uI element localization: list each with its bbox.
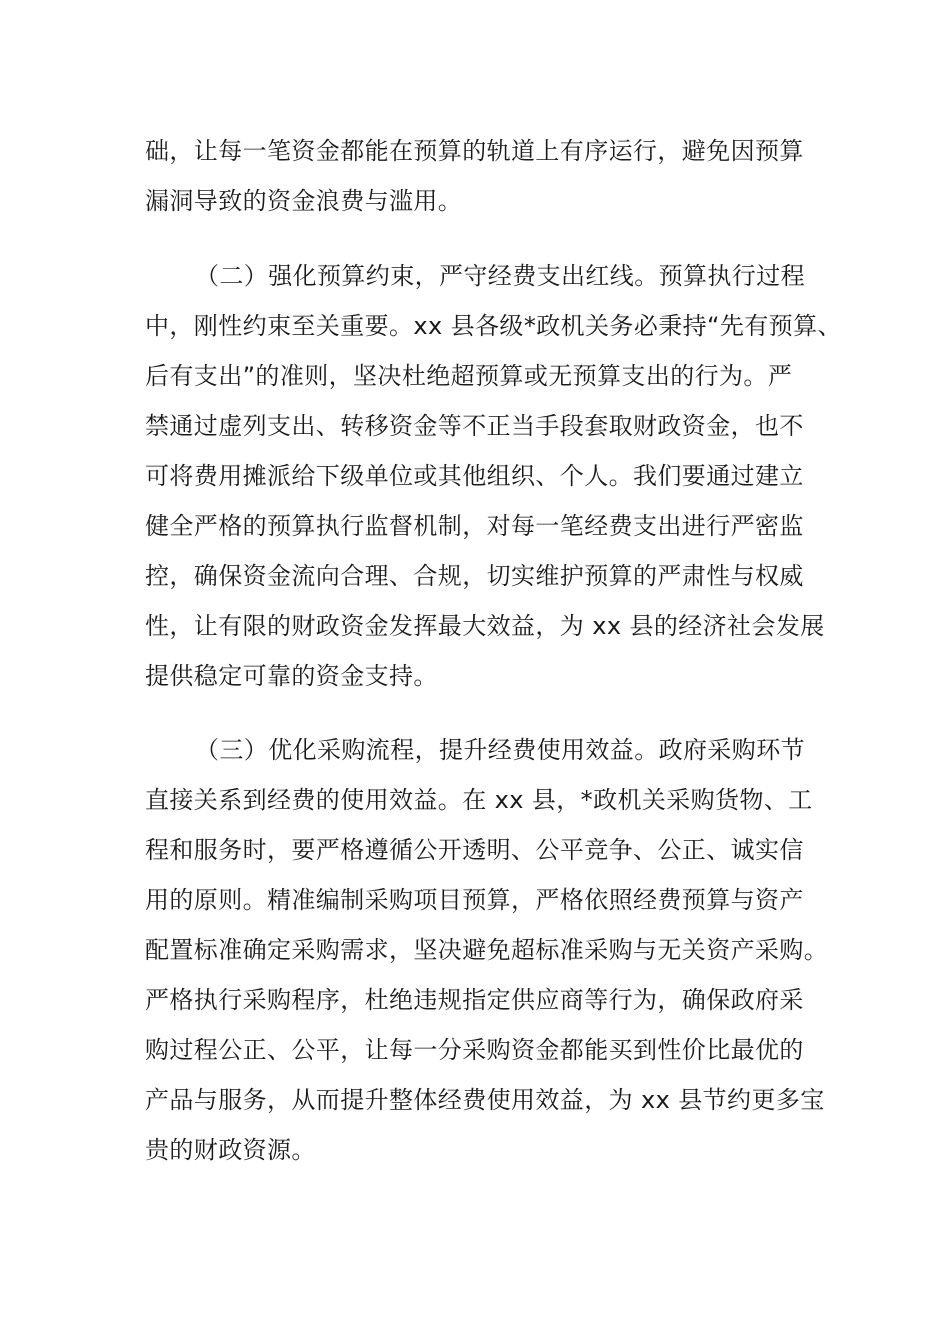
paragraph-3-line-5: 配置标准确定采购需求，坚决避免超标准采购与无关资产采购。 <box>145 936 829 964</box>
paragraph-2-line-1: （二）强化预算约束，严守经费支出红线。预算执行过程 <box>195 262 805 290</box>
paragraph-2-line-9: 提供稳定可靠的资金支持。 <box>145 662 438 690</box>
paragraph-3-line-1: （三）优化采购流程，提升经费使用效益。政府采购环节 <box>195 736 805 764</box>
paragraph-2-line-7: 控，确保资金流向合理、合规，切实维护预算的严肃性与权威 <box>145 562 804 590</box>
paragraph-2-line-6: 健全严格的预算执行监督机制，对每一笔经费支出进行严密监 <box>145 512 804 540</box>
paragraph-2-line-2: 中，刚性约束至关重要。xx 县各级*政机关务必秉持“先有预算、 <box>145 312 842 340</box>
paragraph-3-line-7: 购过程公正、公平，让每一分采购资金都能买到性价比最优的 <box>145 1036 804 1064</box>
paragraph-2-line-8: 性，让有限的财政资金发挥最大效益，为 xx 县的经济社会发展 <box>145 612 825 640</box>
paragraph-2-line-5: 可将费用摊派给下级单位或其他组织、个人。我们要通过建立 <box>145 462 804 490</box>
paragraph-3-line-8: 产品与服务，从而提升整体经费使用效益，为 xx 县节约更多宝 <box>145 1086 825 1114</box>
paragraph-2-line-3: 后有支出”的准则，坚决杜绝超预算或无预算支出的行为。严 <box>145 362 793 390</box>
paragraph-1-line-1: 础，让每一笔资金都能在预算的轨道上有序运行，避免因预算 <box>145 137 804 165</box>
paragraph-3-line-4: 用的原则。精准编制采购项目预算，严格依照经费预算与资产 <box>145 886 804 914</box>
paragraph-2-line-4: 禁通过虚列支出、转移资金等不正当手段套取财政资金，也不 <box>145 412 804 440</box>
paragraph-3-line-6: 严格执行采购程序，杜绝违规指定供应商等行为，确保政府采 <box>145 986 804 1014</box>
paragraph-3-line-9: 贵的财政资源。 <box>145 1136 316 1164</box>
paragraph-1-line-2: 漏洞导致的资金浪费与滥用。 <box>145 187 463 215</box>
paragraph-3-line-2: 直接关系到经费的使用效益。在 xx 县，*政机关采购货物、工 <box>145 786 813 814</box>
paragraph-3-line-3: 程和服务时，要严格遵循公开透明、公平竞争、公正、诚实信 <box>145 836 804 864</box>
